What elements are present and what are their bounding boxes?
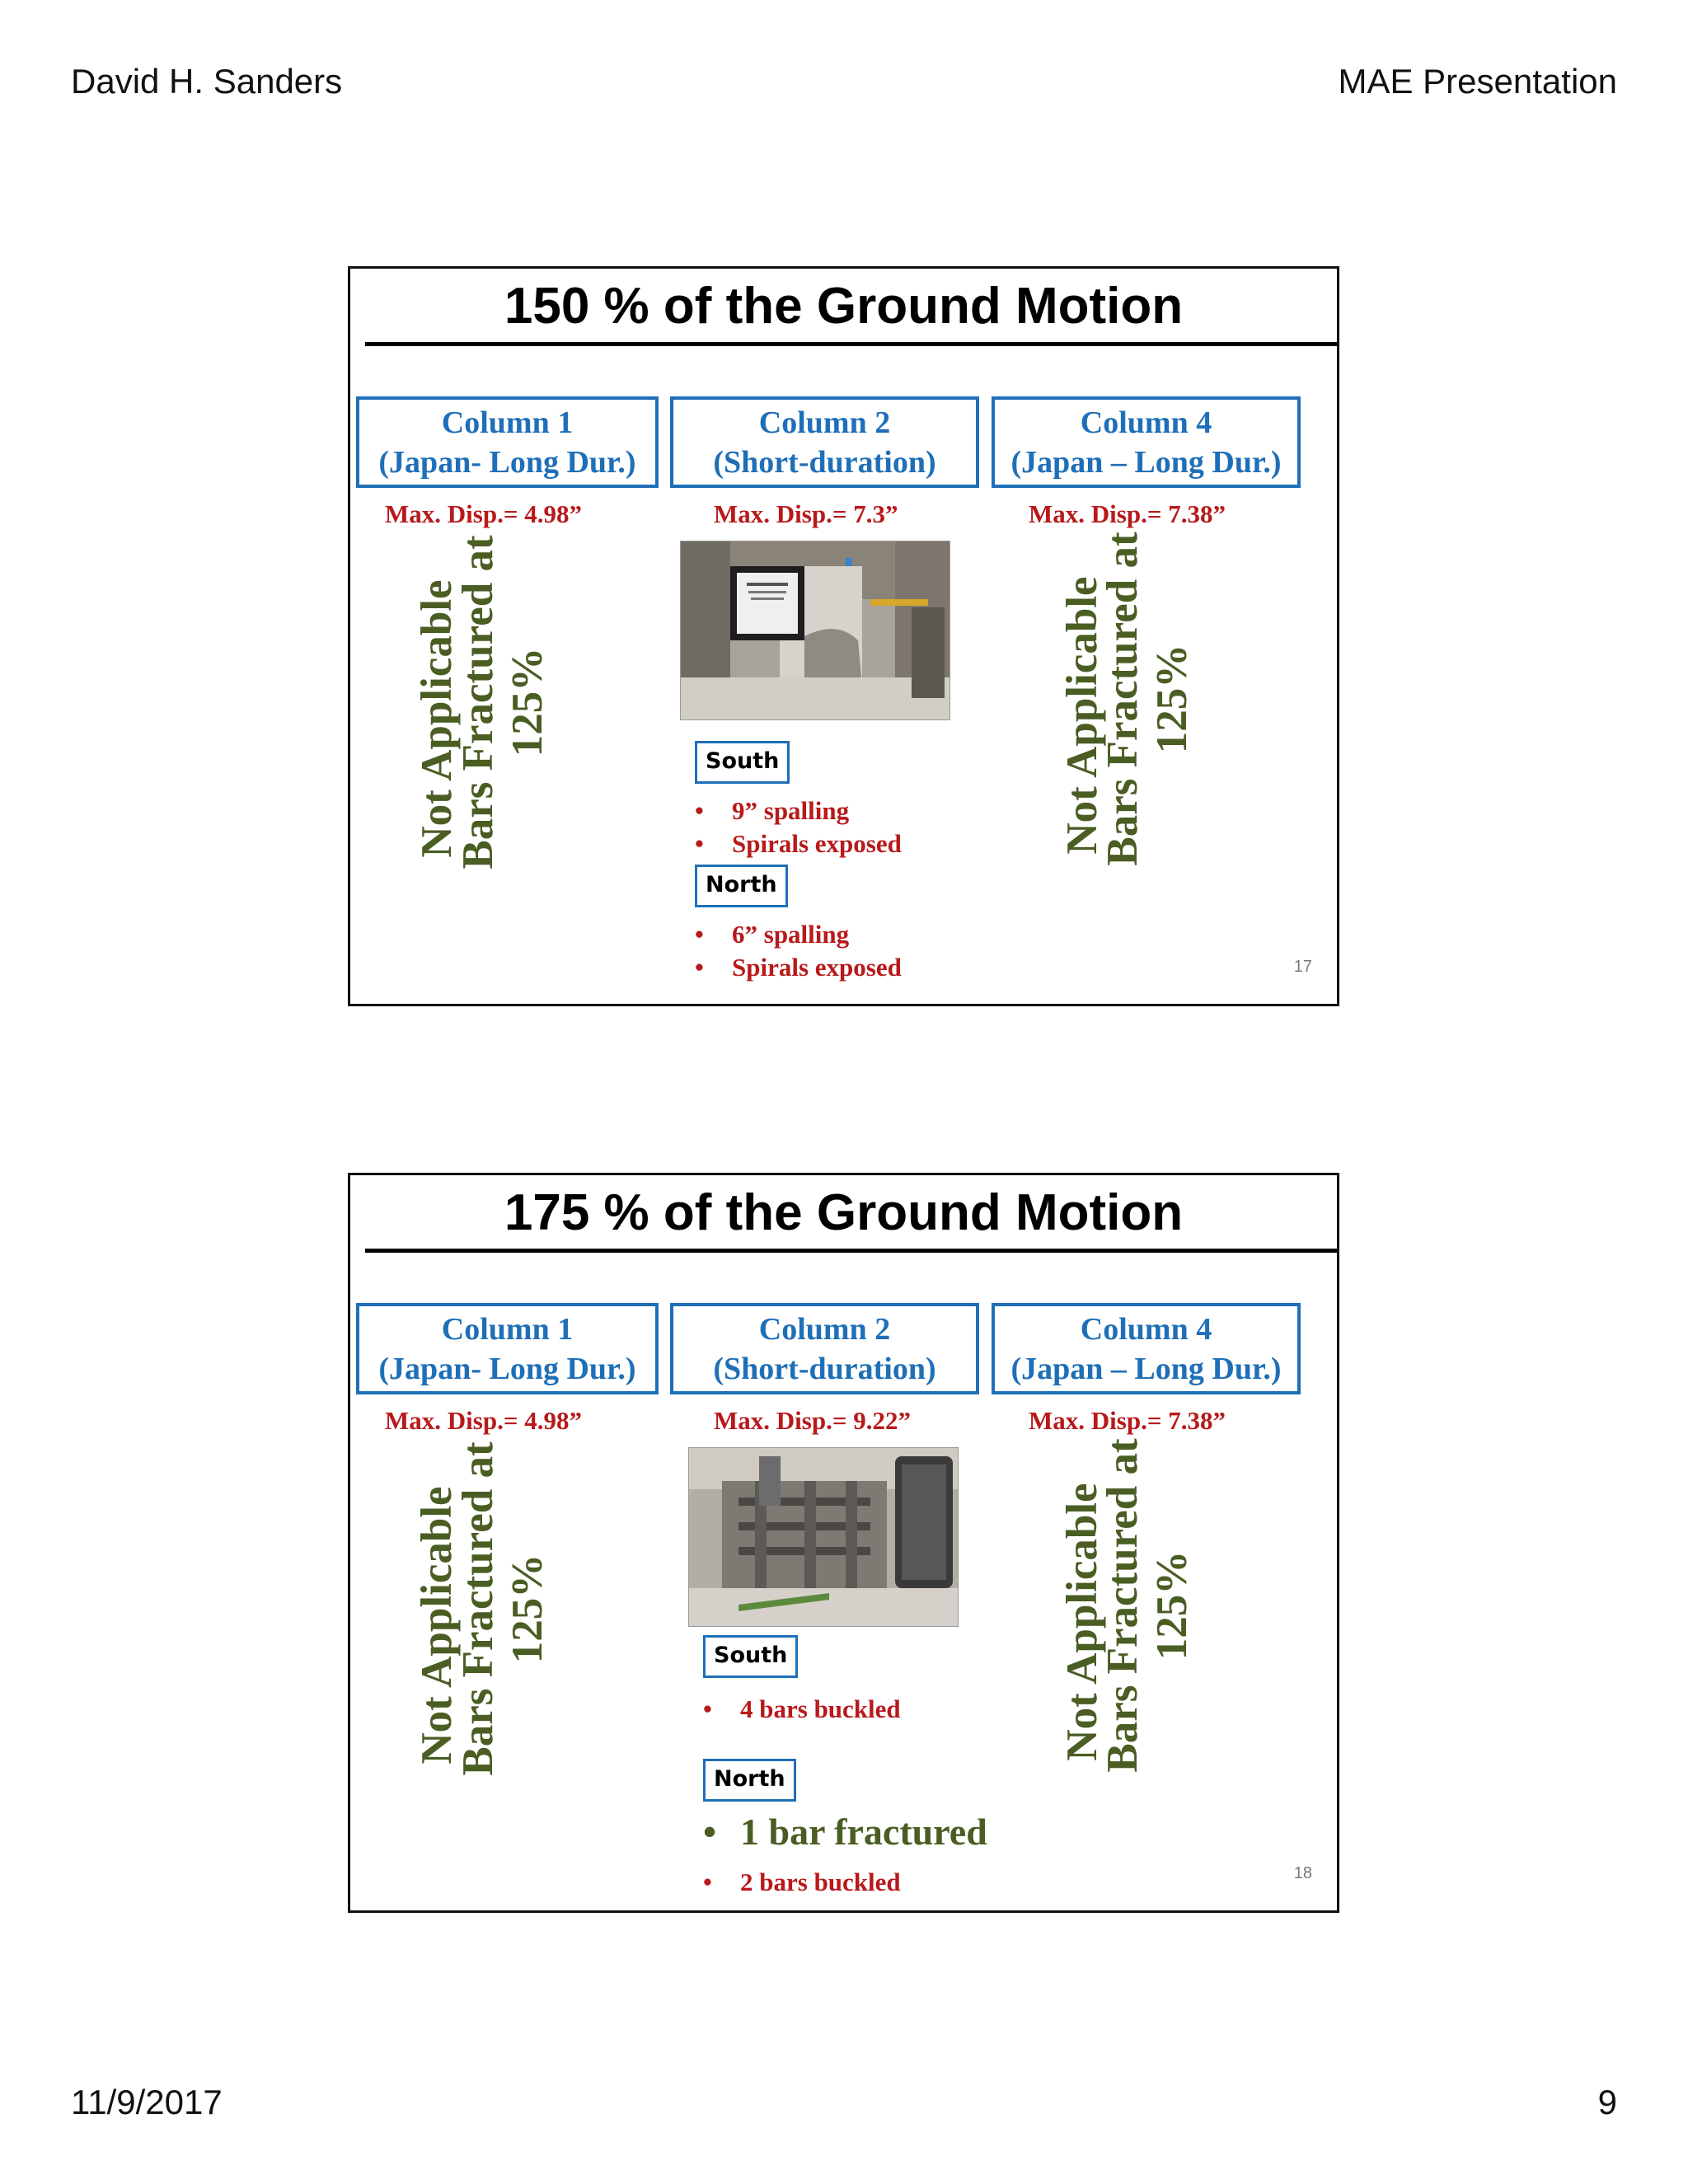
column-1-max-disp: Max. Disp.= 4.98” <box>385 1406 582 1435</box>
bullet-dot-icon: • <box>703 1868 712 1896</box>
column-1-type: (Japan- Long Dur.) <box>378 1352 636 1386</box>
slide-17 <box>348 266 1339 1006</box>
south-bullet-2: • Spirals exposed <box>695 829 902 858</box>
slide-number: 17 <box>1293 958 1312 976</box>
column-2-damage-photo <box>688 1447 959 1627</box>
south-label: South <box>703 1635 798 1678</box>
slide-number: 18 <box>1293 1864 1312 1882</box>
column-4-not-applicable: Not Applicable <box>1058 1483 1106 1761</box>
column-4-bars-fractured: Bars Fractured at 125% <box>1099 532 1196 866</box>
bullet-dot-icon: • <box>703 1694 712 1723</box>
column-1-box <box>356 396 659 488</box>
south-label: South <box>695 741 790 784</box>
column-1-not-applicable: Not Applicable <box>413 1486 461 1765</box>
column-1-not-applicable: Not Applicable <box>413 579 461 858</box>
column-2-damage-photo <box>680 541 950 720</box>
bullet-dot-icon: • <box>695 796 704 825</box>
column-1-box <box>356 1303 659 1394</box>
north-bullet-2: • Spirals exposed <box>695 953 902 982</box>
footer-date: 11/9/2017 <box>71 2083 223 2121</box>
slide-18 <box>348 1173 1339 1913</box>
south-bullet-1: • 4 bars buckled <box>703 1694 901 1723</box>
column-4-name: Column 4 <box>1080 1312 1212 1347</box>
title-divider <box>365 1249 1337 1253</box>
column-1-max-disp: Max. Disp.= 4.98” <box>385 499 582 528</box>
column-2-name: Column 2 <box>758 1312 891 1347</box>
column-2-box <box>670 396 979 488</box>
column-2-type: (Short-duration) <box>713 445 936 480</box>
footer-page-number: 9 <box>1597 2083 1617 2121</box>
title-divider <box>365 342 1337 346</box>
north-label: North <box>695 865 788 907</box>
column-2-box <box>670 1303 979 1394</box>
column-4-name: Column 4 <box>1080 405 1212 440</box>
column-1-name: Column 1 <box>441 405 574 440</box>
column-1-bars-fractured: Bars Fractured at 125% <box>454 1441 551 1776</box>
test-photo-illustration <box>689 1448 959 1627</box>
column-4-not-applicable: Not Applicable <box>1058 576 1106 855</box>
bullet-dot-icon: • <box>695 829 704 858</box>
header-presentation: MAE Presentation <box>1338 62 1617 101</box>
north-bullet-1: • 2 bars buckled <box>703 1868 901 1896</box>
column-4-bars-fractured: Bars Fractured at 125% <box>1099 1438 1196 1773</box>
column-4-max-disp: Max. Disp.= 7.38” <box>1029 499 1226 528</box>
south-bullet-1: • 9” spalling <box>695 796 850 825</box>
column-2-name: Column 2 <box>758 405 891 440</box>
column-2-max-disp: Max. Disp.= 9.22” <box>714 1406 911 1435</box>
column-4-type: (Japan – Long Dur.) <box>1010 1352 1282 1386</box>
slide-title: 175 % of the Ground Motion <box>504 1184 1184 1241</box>
column-1-bars-fractured: Bars Fractured at 125% <box>454 535 551 869</box>
header-author: David H. Sanders <box>71 62 343 101</box>
column-2-type: (Short-duration) <box>713 1352 936 1386</box>
test-photo-illustration <box>681 541 950 720</box>
column-4-max-disp: Max. Disp.= 7.38” <box>1029 1406 1226 1435</box>
column-4-box <box>992 396 1301 488</box>
column-1-type: (Japan- Long Dur.) <box>378 445 636 480</box>
column-1-name: Column 1 <box>441 1312 574 1347</box>
bullet-dot-icon: • <box>695 920 704 949</box>
north-bullet-big: • 1 bar fractured <box>703 1811 987 1853</box>
column-4-type: (Japan – Long Dur.) <box>1010 445 1282 480</box>
bullet-dot-icon: • <box>703 1811 717 1853</box>
column-2-max-disp: Max. Disp.= 7.3” <box>714 499 898 528</box>
slide-title: 150 % of the Ground Motion <box>504 278 1184 335</box>
north-bullet-1: • 6” spalling <box>695 920 850 949</box>
north-label: North <box>703 1759 796 1802</box>
bullet-dot-icon: • <box>695 953 704 982</box>
column-4-box <box>992 1303 1301 1394</box>
